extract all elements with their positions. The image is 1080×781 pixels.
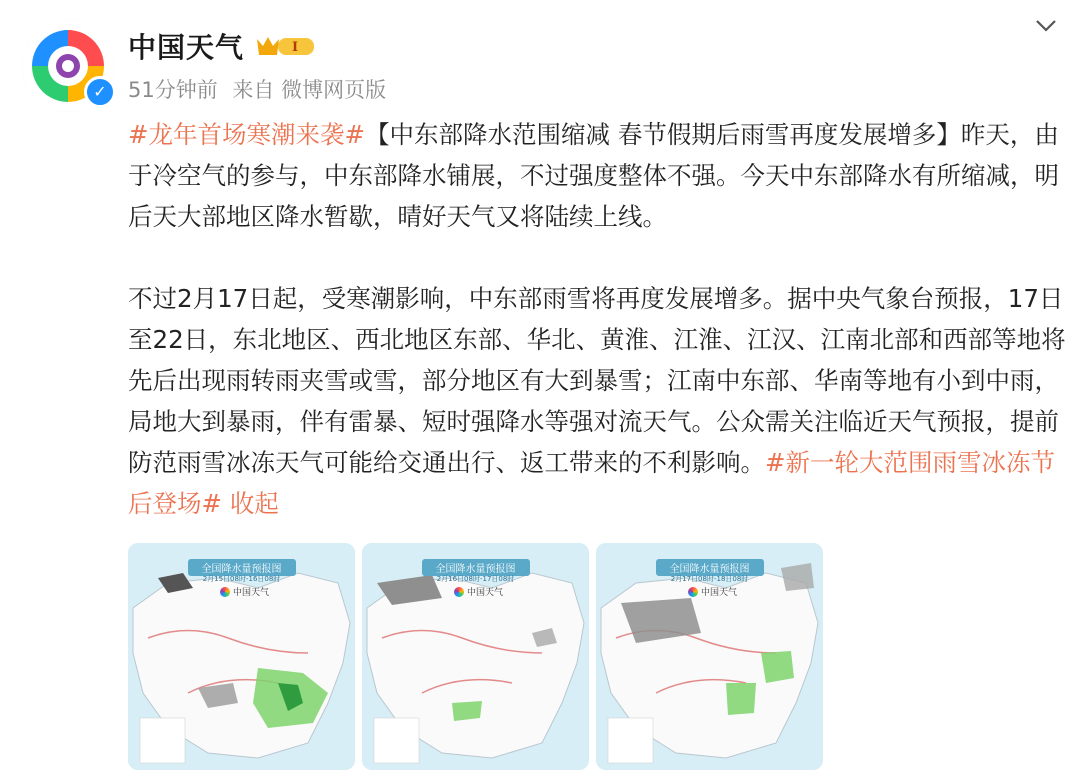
map-title: 全国降水量预报图	[656, 559, 764, 576]
map-logo	[220, 585, 269, 598]
post-source: 来自 微博网页版	[232, 78, 387, 102]
topic-tag-2[interactable]: #新一轮大范围雨雪冰冻节后登场#	[128, 448, 1056, 518]
map-title: 全国降水量预报图	[188, 559, 296, 576]
paragraph-2	[128, 278, 1068, 524]
logo-icon	[454, 587, 464, 597]
author-name[interactable]: 中国天气	[128, 31, 245, 64]
paragraph-2-text: 不过2月17日起，受寒潮影响，中东部雨雪将再度发展增多。据中央气象台预报，17日至22日，东北地区、西北地区东部、华北、黄淮、江淮、江汉、江南北部和西部等地将先后出现雨转雨夹雪或雪，部分地区有大到暴雪；江南中东部、华南等地有小到中雨，局地大到暴雨，伴有雷暴、短时强降水等强对流天气。公众需关注临近天气预报，提前防范雨雪冰冻天气可能给交通出行、返工带来的不利影响。	[128, 284, 1066, 477]
map-date: 2月15日08时-16日08时	[202, 575, 281, 583]
map-logo-text: 中国天气	[701, 588, 738, 598]
image-thumbnail-2[interactable]	[362, 543, 589, 770]
map-date: 2月16日08时-17日08时	[436, 575, 515, 583]
svg-text:I: I	[291, 40, 299, 55]
image-thumbnail-3[interactable]	[596, 543, 823, 770]
post-content	[128, 114, 1068, 524]
paragraph-1-text: 【中东部降水范围缩减 春节假期后雨雪再度发展增多】昨天，由于冷空气的参与，中东部降水铺展，不过强度整体不强。今天中东部降水有所缩减，明后天大部地区降水暂歇，晴好天气又将陆续上线。	[128, 120, 1059, 231]
map-title: 全国降水量预报图	[422, 559, 530, 576]
map-logo	[454, 585, 503, 598]
map-date: 2月17日08时-18日08时	[670, 575, 749, 583]
paragraph-1	[128, 114, 1068, 237]
topic-tag-1[interactable]: #龙年首场寒潮来袭#	[128, 120, 366, 149]
vip-crown-icon[interactable]	[254, 33, 316, 59]
avatar[interactable]	[22, 20, 114, 112]
map-logo-text: 中国天气	[233, 588, 270, 598]
image-thumbnail-1[interactable]	[128, 543, 355, 770]
verified-icon: ✓	[84, 76, 116, 108]
image-grid	[128, 543, 823, 770]
map-logo	[688, 585, 737, 598]
map-logo-text: 中国天气	[467, 588, 504, 598]
post-meta	[128, 74, 386, 104]
logo-icon	[220, 587, 230, 597]
logo-icon	[688, 587, 698, 597]
chevron-down-icon[interactable]	[1034, 16, 1058, 36]
post-time[interactable]: 51分钟前	[128, 78, 218, 102]
collapse-link[interactable]: 收起	[229, 489, 279, 518]
